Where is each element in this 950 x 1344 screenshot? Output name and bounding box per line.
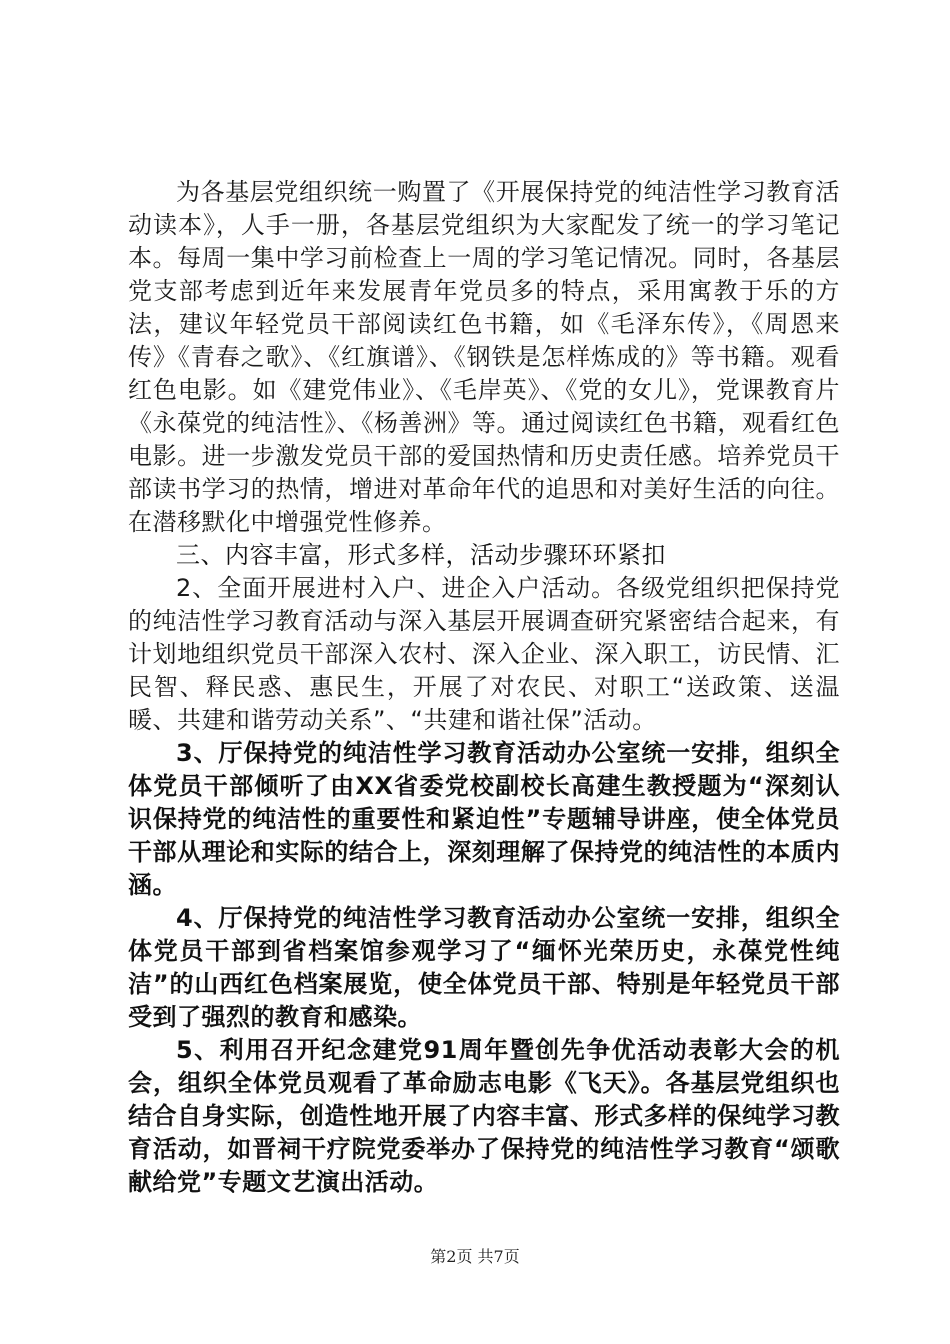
paragraph-item-4: 4、厅保持党的纯洁性学习教育活动办公室统一安排，组织全体党员干部到省档案馆参观学习了“缅怀光荣历史，永葆党性纯洁”的山西红色档案展览，使全体党员干部、特别是年轻党员干部受到了强烈的教育和感染。 xyxy=(128,904,840,1031)
paragraph-item-5: 5、利用召开纪念建党91周年暨创先争优活动表彰大会的机会，组织全体党员观看了革命励志电影《飞天》。各基层党组织也结合自身实际，创造性地开展了内容丰富、形式多样的保纯学习教育活动，如晋祠干疗院党委举办了保持党的纯洁性学习教育“颂歌献给党”专题文艺演出活动。 xyxy=(128,1036,840,1196)
paragraph-item-3: 3、厅保持党的纯洁性学习教育活动办公室统一安排，组织全体党员干部倾听了由XX省委党校副校长高建生教授题为“深刻认识保持党的纯洁性的重要性和紧迫性”专题辅导讲座，使全体党员干部从理论和实际的结合上，深刻理解了保持党的纯洁性的本质内涵。 xyxy=(128,739,840,899)
paragraph-item-2: 2、全面开展进村入户、进企入户活动。各级党组织把保持党的纯洁性学习教育活动与深入基层开展调查研究紧密结合起来，有计划地组织党员干部深入农村、深入企业、深入职工，访民情、汇民智、释民惑、惠民生，开展了对农民、对职工“送政策、送温暖、共建和谐劳动关系”、“共建和谐社保”活动。 xyxy=(128,574,840,734)
paragraph-reading-materials: 为各基层党组织统一购置了《开展保持党的纯洁性学习教育活动读本》，人手一册，各基层党组织为大家配发了统一的学习笔记本。每周一集中学习前检查上一周的学习笔记情况。同时，各基层党支部考虑到近年来发展青年党员多的特点，采用寓教于乐的方法，建议年轻党员干部阅读红色书籍，如《毛泽东传》，《周恩来传》《青春之歌》、《红旗谱》、《钢铁是怎样炼成的》等书籍。观看红色电影。如《建党伟业》、《毛岸英》、《党的女儿》，党课教育片《永葆党的纯洁性》、《杨善洲》等。通过阅读红色书籍，观看红色电影。进一步激发党员干部的爱国热情和历史责任感。培养党员干部读书学习的热情，增进对革命年代的追思和对美好生活的向往。在潜移默化中增强党性修养。 xyxy=(128,178,840,536)
document-body xyxy=(128,176,840,1199)
section-heading-3: 三、内容丰富，形式多样，活动步骤环环紧扣 xyxy=(176,541,666,569)
page-number-footer: 第2页 共7页 xyxy=(430,1247,520,1266)
